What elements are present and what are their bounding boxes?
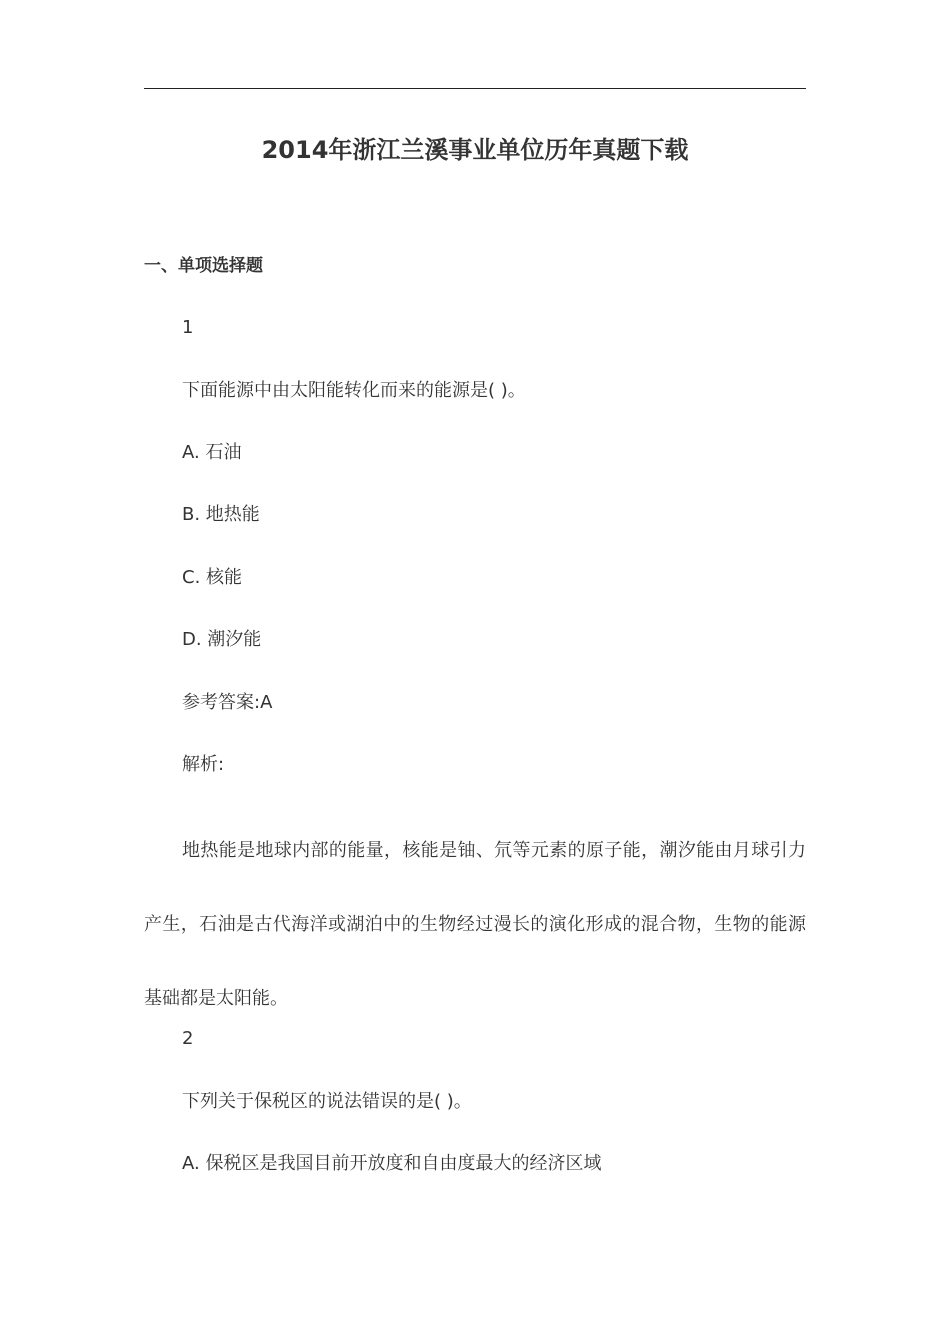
option-c: C. 核能 [182,567,243,588]
top-rule [144,88,806,89]
section-heading: 一、单项选择题 [144,256,263,276]
option-a: A. 保税区是我国目前开放度和自由度最大的经济区域 [182,1153,602,1174]
option-b: B. 地热能 [182,504,260,525]
option-d: D. 潮汐能 [182,629,262,650]
analysis-label: 解析: [182,754,225,775]
question-number: 1 [182,317,194,338]
question-stem: 下列关于保税区的说法错误的是( )。 [182,1091,472,1112]
document-title: 2014年浙江兰溪事业单位历年真题下载 [261,136,689,164]
question-stem: 下面能源中由太阳能转化而来的能源是( )。 [182,380,526,401]
option-a: A. 石油 [182,442,242,463]
answer: 参考答案:A [182,692,273,713]
question-number: 2 [182,1028,194,1049]
analysis-text: 地热能是地球内部的能量，核能是铀、氘等元素的原子能，潮汐能由月球引力产生，石油是古代海洋或湖泊中的生物经过漫长的演化形成的混合物，生物的能源基础都是太阳能。 [144,840,806,1009]
